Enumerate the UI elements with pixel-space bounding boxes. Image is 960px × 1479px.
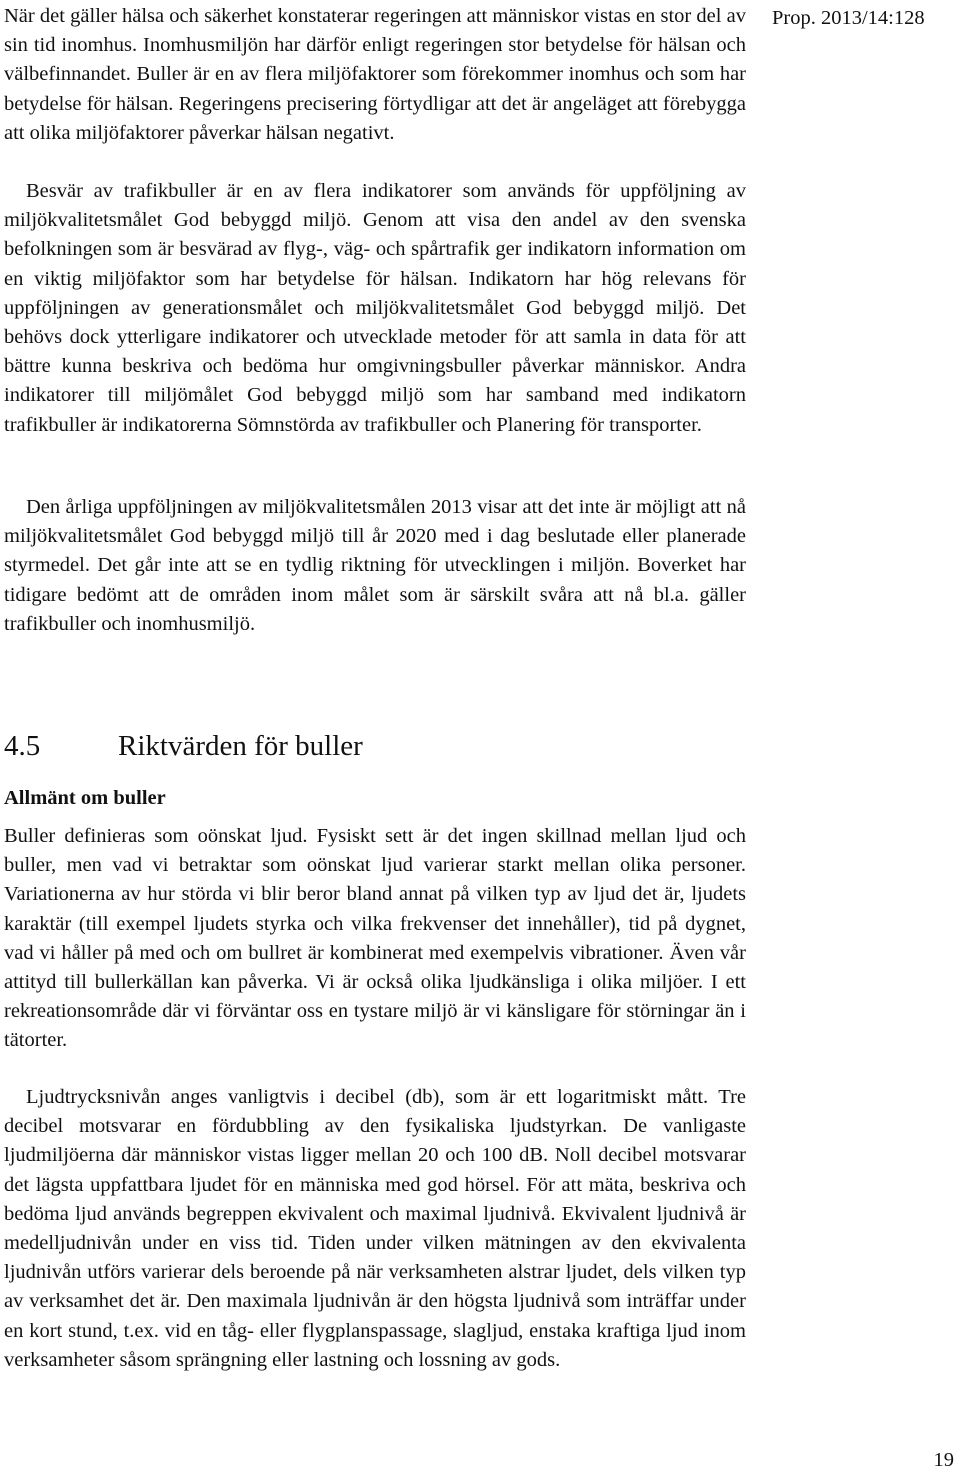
paragraph-traffic-noise-indicator: Besvär av trafikbuller är en av flera indikatorer som används för uppföljning av miljökvalitetsmålet God bebyggd miljö. Genom att visa den andel av den svenska befolkningen som är besvärad av flyg-, väg- och spårtrafik ger indikatorn information om en viktig miljöfaktor som har betydelse för hälsan. Indikatorn har hög relevans för uppföljningen av generationsmålet och miljökvalitetsmålet God bebyggd miljö. Det behövs dock ytterligare indikatorer och utvecklade metoder för att samla in data för att bättre kunna beskriva och bedöma hur omgivningsbuller påverkar människor. Andra indikatorer till miljömålet God bebyggd miljö som har samband med indikatorn trafikbuller är indikatorerna Sömnstörda av trafikbuller och Planering för transporter. [4, 180, 746, 436]
page-number: 19 [933, 1449, 954, 1471]
section-heading [4, 727, 363, 765]
paragraph-health-safety: När det gäller hälsa och säkerhet konstaterar regeringen att människor vistas en stor del av sin tid inomhus. Inomhusmiljön har därför enligt regeringen stor betydelse för hälsan och välbefinnandet. Buller är en av flera miljöfaktorer som förekommer inomhus och som har betydelse för hälsan. Regeringens precisering förtydligar att det är angeläget att förebygga att olika miljöfaktorer påverkar hälsan negativt. [4, 5, 746, 144]
paragraph-sound-pressure-level: Ljudtrycksnivån anges vanligtvis i decibel (db), som är ett logaritmiskt mått. Tre decibel motsvarar en fördubbling av den fysikaliska ljudstyrkan. De vanligaste ljudmiljöerna där människor vistas ligger mellan 20 och 100 dB. Noll decibel motsvarar det lägsta uppfattbara ljudet för en människa med god hörsel. För att mäta, beskriva och bedöma ljud används begreppen ekvivalent och maximal ljudnivå. Ekvivalent ljudnivå är medelljudnivån under en viss tid. Tiden under vilken mätningen av den ekvivalenta ljudnivån utförs varierar dels beroende på när verksamheten alstrar ljudet, dels vilken typ av verksamhet det är. Den maximala ljudnivån är den högsta ljudnivå som inträffar under en kort stund, t.ex. vid en tåg- eller flygplanspassage, slagljud, enstaka kraftiga ljud inom verksamheter såsom sprängning eller lastning och lossning av gods. [4, 1086, 746, 1371]
page-reference: Prop. 2013/14:128 [772, 7, 925, 29]
section-title: Riktvärden för buller [118, 730, 363, 762]
section-number: 4.5 [4, 730, 41, 762]
subheading: Allmänt om buller [4, 787, 166, 809]
paragraph-annual-follow-up: Den årliga uppföljningen av miljökvalitetsmålen 2013 visar att det inte är möjligt att nå miljökvalitetsmålet God bebyggd miljö till år 2020 med i dag beslutade eller planerade styrmedel. Det går inte att se en tydlig riktning för utvecklingen i miljön. Boverket har tidigare bedömt att de områden inom målet som är särskilt svåra att nå bl.a. gäller trafikbuller och inomhusmiljö. [4, 496, 746, 635]
paragraph-noise-definition: Buller definieras som oönskat ljud. Fysiskt sett är det ingen skillnad mellan ljud och buller, men vad vi betraktar som oönskat ljud varierar starkt mellan olika personer. Variationerna av hur störda vi blir beror bland annat på vilken typ av ljud det är, ljudets karaktär (till exempel ljudets styrka och vilka frekvenser det innehåller), tid på dygnet, vad vi håller på med och om bullret är kombinerat med exempelvis vibrationer. Även vår attityd till bullerkällan kan påverka. Vi är också olika ljudkänsliga i olika miljöer. I ett rekreationsområde där vi förväntar oss en tystare miljö är vi känsligare för störningar än i tätorter. [4, 825, 746, 1052]
